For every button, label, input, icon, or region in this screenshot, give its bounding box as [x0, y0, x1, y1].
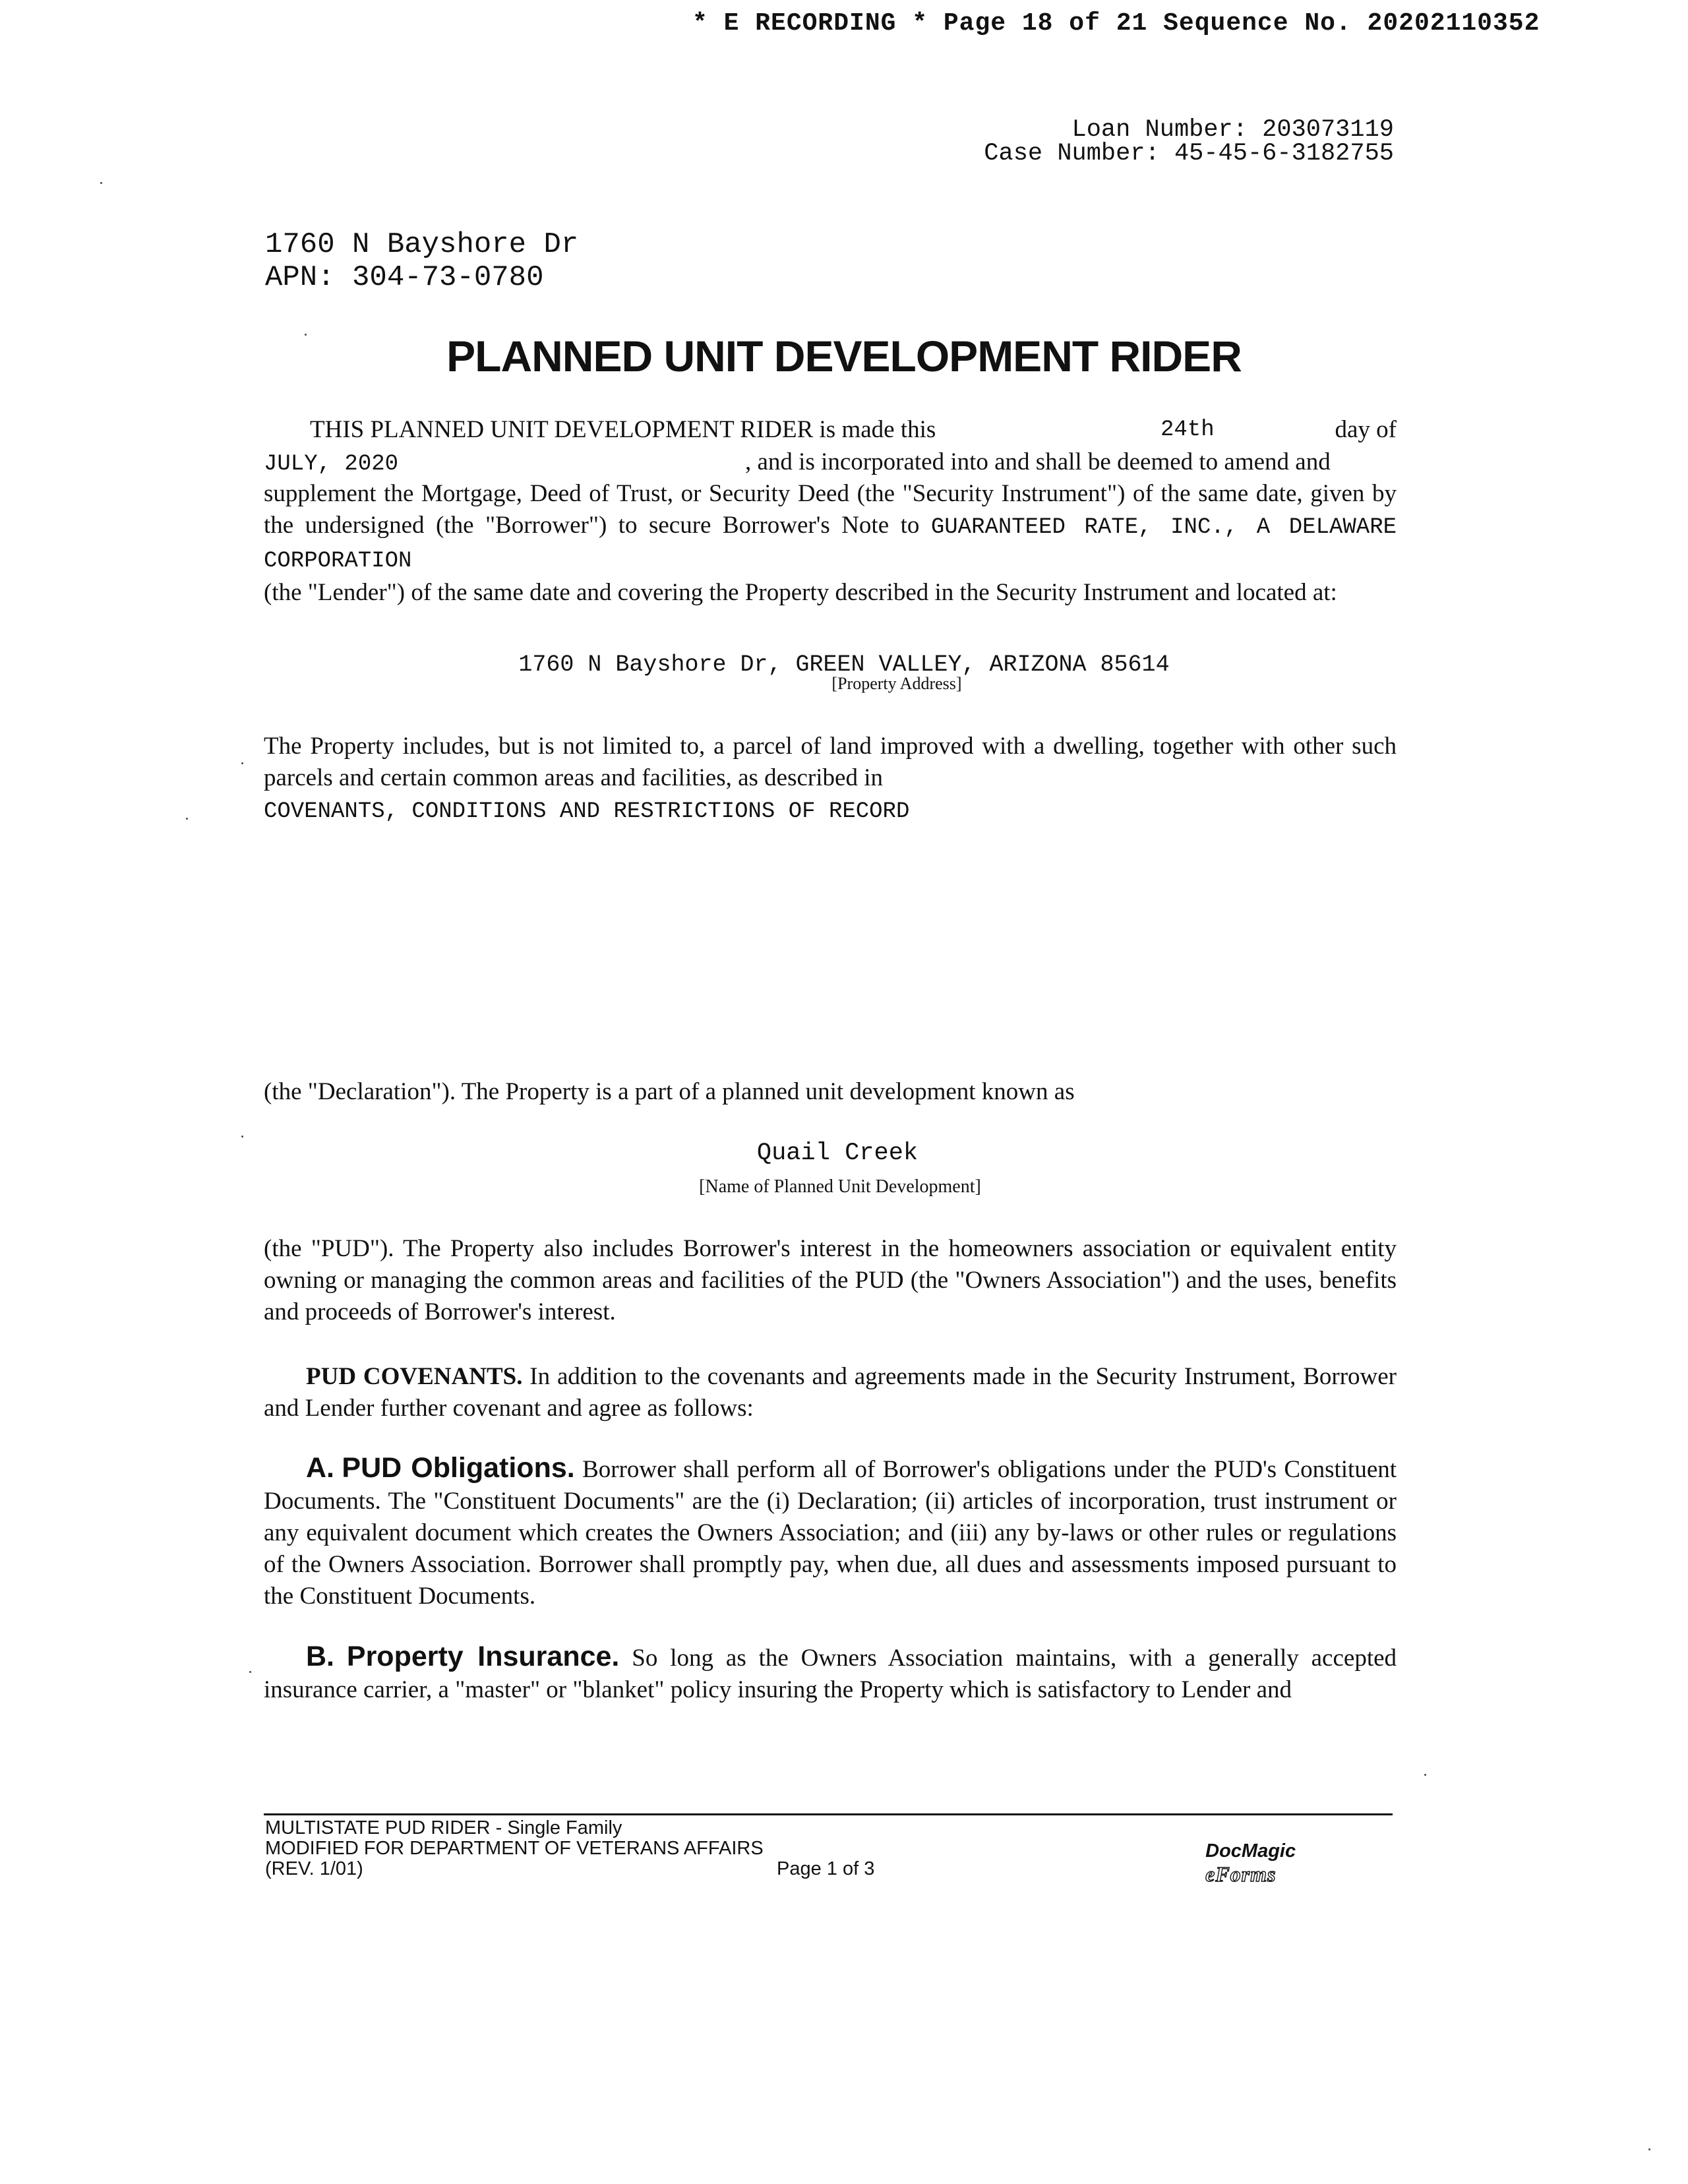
includes-text: The Property includes, but is not limited to, a parcel of land improved with a dwelling, together with other such parcels and certain common areas and facilities, as described in [264, 733, 1397, 791]
property-address-caption-text: [Property Address] [831, 674, 962, 693]
loan-number: Loan Number: 203073119 [1071, 116, 1394, 144]
pud-name-caption-text: [Name of Planned Unit Development] [699, 1176, 981, 1197]
scan-speck [241, 762, 243, 764]
docmagic-logo-text: DocMagic [1205, 1840, 1296, 1862]
scan-speck [249, 1671, 251, 1673]
footer-page-number: Page 1 of 3 [777, 1858, 875, 1879]
intro-paragraph [264, 478, 1397, 609]
day-of-label: day of [1335, 416, 1397, 443]
pud-name [0, 1139, 1688, 1167]
covenant-b [264, 1641, 1397, 1706]
pud-covenants-paragraph [264, 1361, 1397, 1424]
covenant-b-title: Property Insurance. [346, 1641, 620, 1672]
scan-speck [1648, 2148, 1650, 2150]
recording-header: * E RECORDING * Page 18 of 21 Sequence No. 20202110352 [692, 9, 1540, 38]
property-address: 1760 N Bayshore Dr, GREEN VALLEY, ARIZONA 85614 [518, 652, 1170, 678]
pud-name-caption [0, 1176, 1688, 1198]
intro-line-2 [264, 446, 1397, 480]
pud-covenants-heading: PUD COVENANTS. [306, 1363, 523, 1390]
incorporated-text: , and is incorporated into and shall be deemed to amend and [745, 448, 1331, 475]
declaration-text: (the "Declaration"). The Property is a part of a planned unit development known as [264, 1078, 1075, 1105]
scan-speck [305, 334, 307, 336]
footer-modified: MODIFIED FOR DEPARTMENT OF VETERANS AFFAIRS [265, 1838, 764, 1859]
scan-speck [100, 182, 102, 184]
apn-line: APN: 304-73-0780 [265, 261, 544, 294]
scan-speck [241, 1136, 243, 1138]
described-in-value: COVENANTS, CONDITIONS AND RESTRICTIONS OF RECORD [264, 799, 910, 824]
property-address-caption [0, 674, 1688, 694]
eforms-logo-text: eForms [1205, 1862, 1277, 1886]
covenant-a-label: A. [306, 1452, 334, 1484]
property-address-line: 1760 N Bayshore Dr [265, 228, 579, 261]
pud-paragraph: (the "PUD"). The Property also includes Borrower's interest in the homeowners association or equivalent entity owning or managing the common areas and facilities of the PUD (the "Owners Association") and the uses, benefits and proceeds of Borrower's interest. [264, 1235, 1397, 1325]
covenant-a-text: Borrower shall perform all of Borrower's obligations under the PUD's Constituent Documents. The "Constituent Documents" are the (i) Declaration; (ii) articles of incorporation, trust instrument or any equivalent document which creates the Owners Association; and (iii) any by-laws or other rules or regulations of the Owners Association. Borrower shall promptly pay, when due, all dues and assessments imposed pursuant to the Constituent Documents. [264, 1456, 1397, 1610]
scan-speck [1424, 1774, 1426, 1776]
intro-made-text: THIS PLANNED UNIT DEVELOPMENT RIDER is made this [310, 416, 936, 443]
month-year: JULY, 2020 [264, 452, 399, 477]
scan-speck [186, 818, 188, 820]
lender-text: (the "Lender") of the same date and covering the Property described in the Security Instrument and located at: [264, 579, 1337, 606]
docmagic-logo [1195, 1819, 1296, 1887]
day-value: 24th [1160, 417, 1215, 442]
property-includes-paragraph [264, 731, 1397, 828]
case-number: Case Number: 45-45-6-3182755 [984, 140, 1394, 167]
lender-name: GUARANTEED RATE, INC., A DELAWARE CORPORATION [264, 515, 1397, 574]
covenant-a [264, 1452, 1397, 1612]
footer-revision: (REV. 1/01) [265, 1858, 363, 1879]
covenant-b-text: So long as the Owners Association maintains, with a generally accepted insurance carrier, a "master" or "blanket" policy insuring the Property which is satisfactory to Lender and [264, 1645, 1397, 1703]
document-title: PLANNED UNIT DEVELOPMENT RIDER [446, 332, 1242, 380]
footer-divider [264, 1813, 1393, 1815]
pud-name-value: Quail Creek [756, 1139, 919, 1167]
covenant-b-label: B. [306, 1641, 334, 1672]
pud-covenants-text: In addition to the covenants and agreements made in the Security Instrument, Borrower and Lender further covenant and agree as follows: [264, 1363, 1397, 1422]
covenant-a-title: PUD Obligations. [342, 1452, 575, 1484]
footer-form-name: MULTISTATE PUD RIDER - Single Family [265, 1817, 622, 1838]
supplement-text: supplement the Mortgage, Deed of Trust, or Security Deed (the "Security Instrument") of the same date, given by the undersigned (the "Borrower") to secure Borrower's Note to [264, 480, 1397, 539]
